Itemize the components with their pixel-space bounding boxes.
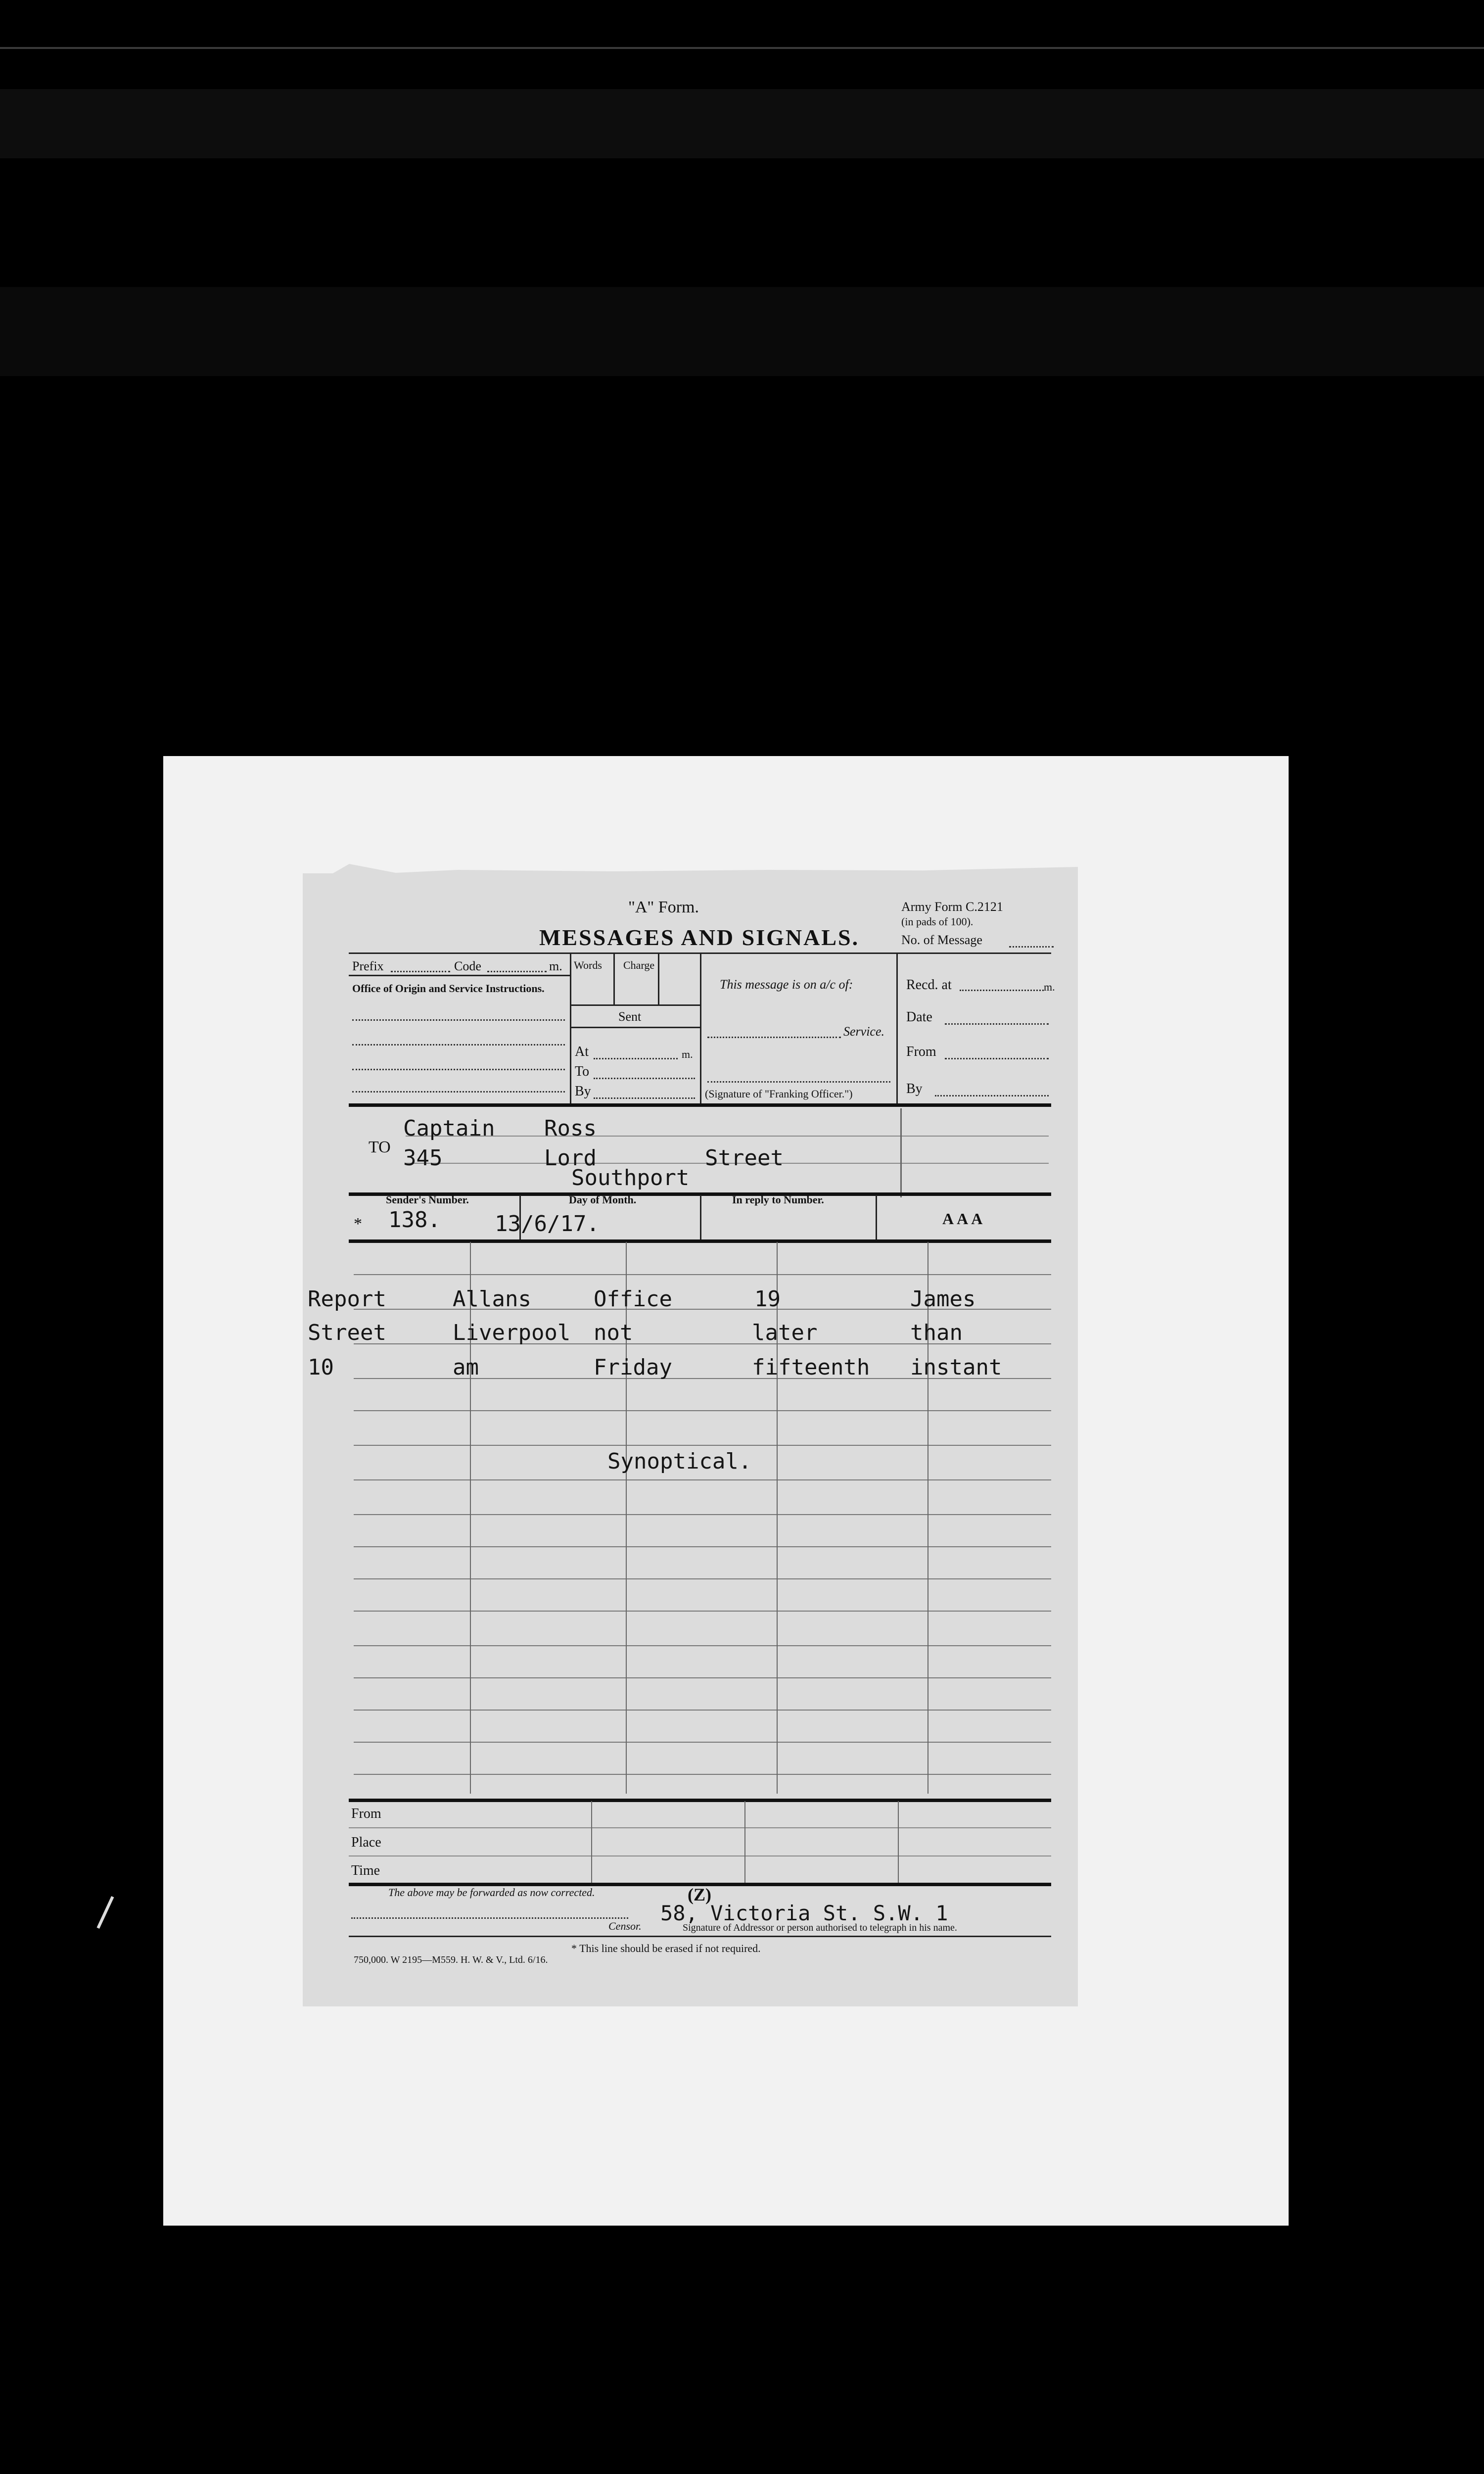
footer-rule-1: [349, 1827, 1051, 1828]
body-word: 10: [308, 1355, 334, 1380]
origin-line-2: [352, 1044, 565, 1046]
form-title: MESSAGES AND SIGNALS.: [539, 925, 860, 950]
from-label-top: From: [906, 1044, 936, 1059]
addressee-rank: Captain: [403, 1116, 495, 1141]
signature-note: Signature of Addressor or person authorised to telegraph in his name.: [683, 1922, 957, 1933]
body-word: Office: [594, 1286, 672, 1312]
body-rule: [354, 1274, 1051, 1275]
body-word: instant: [910, 1355, 1002, 1380]
body-word: than: [910, 1320, 963, 1345]
censor-label: Censor.: [608, 1920, 642, 1932]
by-label-sent: By: [575, 1084, 591, 1099]
senders-number-label: Sender's Number.: [386, 1193, 469, 1206]
by-sent-line: [594, 1097, 695, 1099]
signoff: Synoptical.: [607, 1449, 752, 1474]
to-sent-line: [594, 1078, 695, 1079]
code-line: [487, 971, 547, 972]
message-form: [303, 873, 1078, 2006]
franking-line: [707, 1081, 890, 1083]
body-rule: [354, 1445, 1051, 1446]
sender-address: 58, Victoria St. S.W. 1: [660, 1901, 948, 1925]
footer-from-label: From: [351, 1806, 381, 1821]
printer-line: 750,000. W 2195—M559. H. W. & V., Ltd. 6/16.: [354, 1954, 548, 1965]
aaa-mark: AAA: [942, 1210, 986, 1228]
no-of-message-line: [1009, 946, 1054, 948]
address-town: Southport: [571, 1165, 690, 1190]
scan-band-top: [0, 89, 1484, 158]
scan-edge-line: [0, 47, 1484, 49]
to-col-divider: [900, 1108, 902, 1197]
body-rule: [354, 1578, 1051, 1579]
words-label: Words: [574, 959, 602, 971]
body-rule: [354, 1774, 1051, 1775]
erase-note: * This line should be erased if not required.: [571, 1942, 761, 1954]
body-rule: [354, 1546, 1051, 1547]
recd-m-label: m.: [1044, 981, 1055, 993]
service-label: Service.: [843, 1024, 885, 1039]
message-account-label: This message is on a/c of:: [720, 977, 853, 992]
body-rule: [354, 1677, 1051, 1678]
service-line: [707, 1037, 841, 1038]
col-divider-2: [700, 952, 701, 1103]
body-word: Liverpool: [453, 1320, 571, 1345]
footer-time-label: Time: [351, 1863, 380, 1878]
col-divider-words: [613, 952, 615, 1004]
body-word: fifteenth: [752, 1355, 870, 1380]
address-street-1: Lord: [544, 1145, 597, 1171]
forward-note: The above may be forwarded as now corrected.: [388, 1886, 595, 1899]
at-label: At: [575, 1044, 589, 1059]
body-rule: [354, 1479, 1051, 1480]
star-mark: *: [354, 1215, 362, 1233]
body-word: later: [752, 1320, 818, 1345]
office-of-origin-label: Office of Origin and Service Instructions.: [352, 982, 545, 995]
body-rule: [354, 1645, 1051, 1646]
sender-bottom-rule: [349, 1239, 1051, 1243]
body-word: Report: [308, 1286, 386, 1312]
to-label-sent: To: [575, 1064, 590, 1079]
recd-at-line: [960, 990, 1044, 991]
in-reply-label: In reply to Number.: [732, 1193, 824, 1206]
sender-col-divider-3: [876, 1195, 877, 1239]
date-label: Date: [906, 1009, 932, 1025]
franking-label: (Signature of "Franking Officer."): [705, 1088, 853, 1100]
body-word: James: [910, 1286, 976, 1312]
to-label: TO: [369, 1138, 391, 1156]
body-rule: [354, 1742, 1051, 1743]
day-of-month: 13/6/17.: [495, 1211, 600, 1237]
col-divider-charge: [658, 952, 659, 1004]
origin-line-4: [352, 1091, 565, 1093]
body-word: Allans: [453, 1286, 531, 1312]
stray-mark: [96, 1896, 114, 1929]
col-divider-3: [896, 952, 898, 1103]
prefix-line: [391, 971, 450, 972]
sent-top-rule: [570, 1004, 700, 1006]
address-number: 345: [403, 1145, 443, 1171]
body-rule: [354, 1710, 1051, 1711]
footer-col-1: [591, 1801, 592, 1883]
body-word: Street: [308, 1320, 386, 1345]
body-word: am: [453, 1355, 479, 1380]
body-word: Friday: [594, 1355, 672, 1380]
at-line: [594, 1058, 678, 1059]
by-top-line: [935, 1095, 1049, 1096]
signature-rule: [349, 1936, 1051, 1937]
body-word: 19: [754, 1286, 781, 1312]
footer-col-3: [898, 1801, 899, 1883]
addressee-name: Ross: [544, 1116, 597, 1141]
senders-number: 138.: [388, 1207, 441, 1233]
body-rule: [354, 1611, 1051, 1612]
origin-line-1: [352, 1019, 565, 1021]
z-mark: (Z): [688, 1885, 711, 1904]
charge-label: Charge: [623, 959, 655, 971]
from-top-line: [945, 1058, 1049, 1059]
address-street-2: Street: [705, 1145, 784, 1171]
army-form-number: Army Form C.2121: [901, 900, 1003, 914]
m-label: m.: [549, 959, 562, 973]
header-bottom-rule: [349, 1103, 1051, 1107]
at-m-label: m.: [682, 1048, 693, 1060]
body-rule: [354, 1514, 1051, 1515]
day-of-month-label: Day of Month.: [569, 1193, 637, 1206]
pads-note: (in pads of 100).: [901, 915, 974, 928]
form-letter: "A" Form.: [628, 898, 699, 916]
footer-col-2: [744, 1801, 745, 1883]
by-label-top: By: [906, 1081, 923, 1096]
sender-col-divider-2: [700, 1195, 701, 1239]
sent-label: Sent: [618, 1009, 642, 1024]
body-word: not: [594, 1320, 633, 1345]
footer-place-label: Place: [351, 1835, 381, 1850]
footer-top-rule: [349, 1799, 1051, 1802]
origin-line-3: [352, 1069, 565, 1070]
date-line: [945, 1023, 1049, 1025]
scan-band-middle: [0, 287, 1484, 376]
sent-rule: [570, 1027, 700, 1028]
censor-line: [351, 1917, 628, 1919]
to-rule-1: [406, 1136, 1049, 1137]
no-of-message-label: No. of Message: [901, 933, 982, 947]
prefix-rule: [349, 975, 570, 976]
recd-at-label: Recd. at: [906, 977, 952, 993]
body-rule: [354, 1410, 1051, 1411]
prefix-label: Prefix: [352, 959, 384, 973]
code-label: Code: [454, 959, 481, 973]
